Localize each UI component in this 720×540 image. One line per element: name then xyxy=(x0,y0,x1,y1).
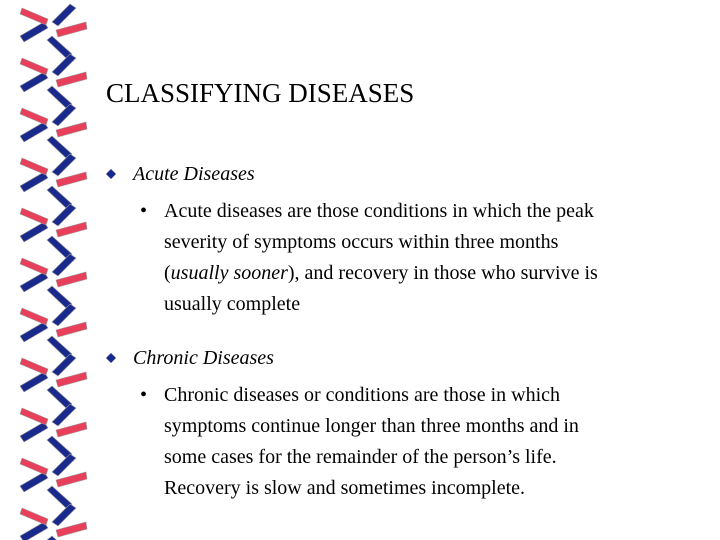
pinwheel-blade xyxy=(56,522,87,537)
pinwheel-blade xyxy=(20,322,48,342)
pinwheel-blade xyxy=(20,122,48,142)
pinwheel-blade xyxy=(20,172,48,192)
pinwheel-blade xyxy=(52,304,76,326)
pinwheel-blade xyxy=(20,358,48,375)
pinwheel-blade xyxy=(56,122,87,137)
pinwheel-blade xyxy=(20,408,48,425)
section-detail-acute xyxy=(140,196,700,320)
slide-title: CLASSIFYING DISEASES xyxy=(106,78,415,108)
pinwheel-blade xyxy=(20,458,48,475)
pinwheel-blade xyxy=(20,108,48,125)
pinwheel-blade xyxy=(52,454,76,476)
pinwheel-blade xyxy=(52,54,76,76)
pinwheel-blade xyxy=(20,158,48,175)
sub-bullet-icon: • xyxy=(140,384,148,406)
pinwheel-blade xyxy=(52,154,76,176)
pinwheel-blade xyxy=(20,422,48,442)
section-heading-acute: Acute Diseases xyxy=(133,163,255,185)
pinwheel-blade xyxy=(52,504,76,526)
pinwheel-blade xyxy=(20,258,48,275)
pinwheel-blade xyxy=(52,4,76,26)
pinwheel-blade xyxy=(20,522,48,540)
pinwheel-blade xyxy=(20,208,48,225)
section-heading-chronic: Chronic Diseases xyxy=(133,347,274,369)
diamond-bullet-icon xyxy=(106,169,116,179)
decorative-pinwheel-border xyxy=(0,0,100,540)
detail-line: some cases for the remainder of the person’s life. xyxy=(164,446,557,468)
section-detail-chronic xyxy=(140,380,700,504)
detail-line: Recovery is slow and sometimes incomplete. xyxy=(164,477,526,499)
pinwheel-blade xyxy=(20,472,48,492)
pinwheel-blade xyxy=(52,204,76,226)
pinwheel-blade xyxy=(20,72,48,92)
pinwheel-blade xyxy=(52,104,76,126)
detail-line: usually complete xyxy=(164,293,301,315)
pinwheel-blade xyxy=(52,404,76,426)
pinwheel-blade xyxy=(56,272,87,287)
detail-line: severity of symptoms occurs within three months xyxy=(164,231,559,253)
pinwheel-blade xyxy=(56,22,87,37)
pinwheel-blade xyxy=(56,372,87,387)
pinwheel-blade xyxy=(20,308,48,325)
pinwheel-blade xyxy=(56,222,87,237)
pinwheel-blade xyxy=(20,22,48,42)
detail-line: symptoms continue longer than three months and in xyxy=(164,415,579,437)
pinwheel-blade xyxy=(20,272,48,292)
pinwheel-blade xyxy=(56,172,87,187)
pinwheel-blade xyxy=(20,372,48,392)
pinwheel-blade xyxy=(52,354,76,376)
pinwheel-blade xyxy=(20,8,48,25)
detail-emphasis: usually sooner xyxy=(170,262,288,284)
pinwheel-blade xyxy=(56,72,87,87)
pinwheel-blade xyxy=(52,254,76,276)
pinwheel-blade xyxy=(20,222,48,242)
detail-line: Chronic diseases or conditions are those in which xyxy=(164,384,561,406)
detail-line: Acute diseases are those conditions in which the peak xyxy=(164,200,594,222)
pinwheel-blade xyxy=(56,472,87,487)
pinwheel-blade xyxy=(20,58,48,75)
detail-text: ), and recovery in those who survive is xyxy=(287,262,598,284)
sub-bullet-icon: • xyxy=(140,200,148,222)
pinwheel-blade xyxy=(56,422,87,437)
detail-text: ( xyxy=(164,262,171,284)
pinwheel-blade xyxy=(20,508,48,525)
diamond-bullet-icon xyxy=(106,353,116,363)
pinwheel-blade xyxy=(56,322,87,337)
